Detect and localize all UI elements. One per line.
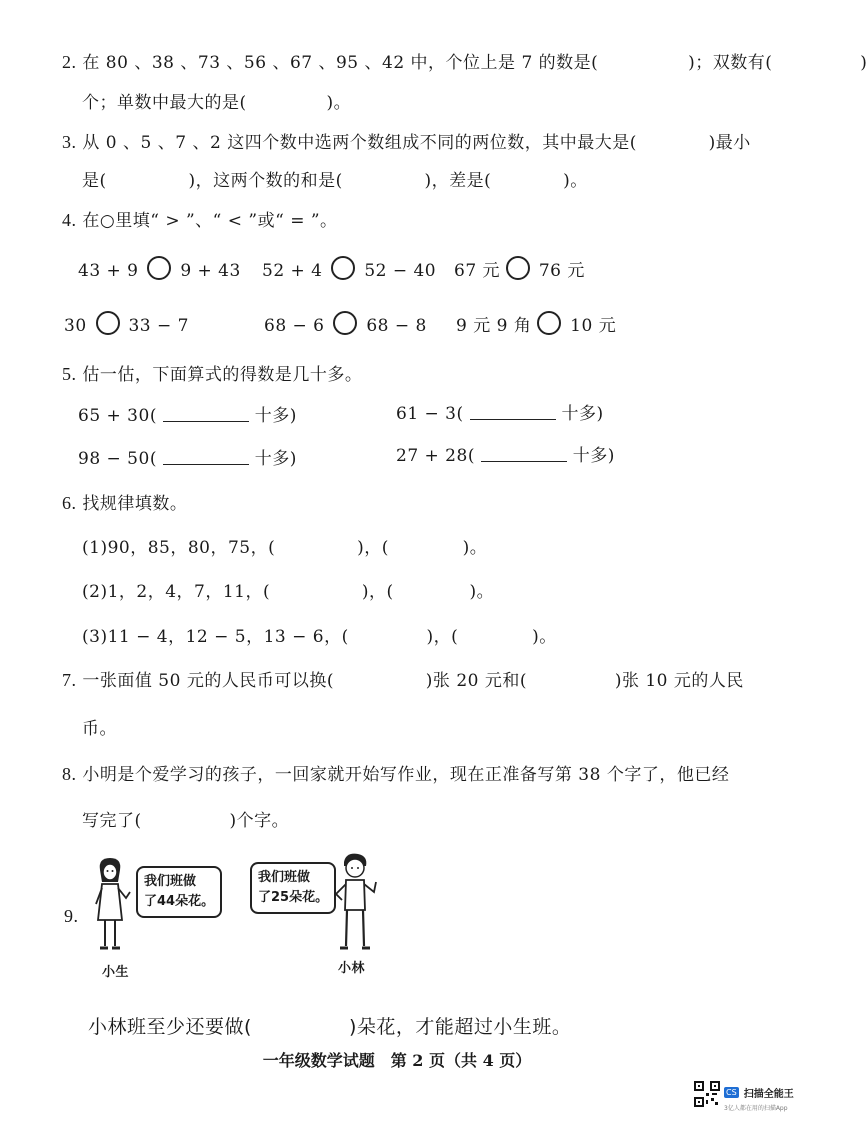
question-text: 找规律填数。 <box>82 494 188 514</box>
compare-right: 76 元 <box>538 261 585 281</box>
question-text: 写完了( <box>82 811 142 831</box>
pattern-item <box>82 533 487 558</box>
compare-row-1 <box>262 256 436 281</box>
question-number: 3. <box>62 132 77 152</box>
compare-circle[interactable] <box>96 311 120 335</box>
question-8-line-1 <box>62 760 729 785</box>
question-text: )。 <box>326 93 352 113</box>
compare-right: 10 元 <box>570 316 617 336</box>
question-4-title <box>62 206 338 231</box>
pattern-sequence: (2)1，2，4，7，11，( <box>82 582 271 602</box>
pattern-end: )。 <box>532 627 557 647</box>
question-2-line-2 <box>82 88 351 113</box>
estimate-item <box>396 399 604 424</box>
compare-circle[interactable] <box>147 256 171 280</box>
question-text: 在 80 、38 、73 、56 、67 、95 、42 中，个位上是 7 的数是( <box>82 53 599 73</box>
bubble-text: 我们班做 <box>144 874 197 889</box>
pattern-separator: )，( <box>361 582 394 602</box>
compare-left: 52 + 4 <box>262 261 323 281</box>
compare-right: 33 − 7 <box>128 316 189 336</box>
speech-bubble-xiaolin <box>250 862 336 914</box>
question-text: 是( <box>82 171 107 191</box>
estimate-item <box>78 444 297 469</box>
question-text: 币。 <box>82 719 117 739</box>
question-text: ) <box>860 53 867 73</box>
compare-row-2 <box>64 311 189 336</box>
question-2-line-1 <box>62 48 867 73</box>
bubble-text: 了44朵花。 <box>144 894 215 909</box>
question-number: 7. <box>62 670 77 690</box>
compare-circle[interactable] <box>506 256 530 280</box>
estimate-expression: 61 − 3( <box>396 404 464 424</box>
estimate-expression: 27 + 28( <box>396 446 475 466</box>
compare-left: 30 <box>64 316 87 336</box>
bubble-text: 我们班做 <box>258 870 311 885</box>
question-text: 从 0 、5 、7 、2 这四个数中选两个数组成不同的两位数，其中最大是( <box>82 133 637 153</box>
pattern-separator: )，( <box>426 627 459 647</box>
question-8-line-2 <box>82 806 289 831</box>
question-text: )张 20 元和( <box>425 671 528 691</box>
qr-code-icon <box>694 1081 720 1107</box>
compare-row-1 <box>454 256 585 281</box>
compare-left: 68 − 6 <box>264 316 325 336</box>
scanner-logo-icon: CS <box>726 1088 737 1097</box>
estimate-suffix: 十多) <box>254 406 297 426</box>
question-3-line-1 <box>62 128 751 153</box>
question-7-line-1 <box>62 666 744 691</box>
question-number: 8. <box>62 764 77 784</box>
scanner-brand-name: 扫描全能王 <box>743 1089 794 1100</box>
compare-circle[interactable] <box>537 311 561 335</box>
estimate-item <box>396 441 615 466</box>
compare-row-1 <box>78 256 241 281</box>
estimate-suffix: 十多) <box>254 449 297 469</box>
question-text: )；双数有( <box>688 53 773 73</box>
question-text: )，差是( <box>424 171 492 191</box>
question-text: 小明是个爱学习的孩子，一回家就开始写作业，现在正准备写第 38 个字了，他已经 <box>82 765 730 785</box>
compare-left: 9 元 9 角 <box>456 316 532 336</box>
compare-right: 52 − 40 <box>364 261 437 281</box>
pattern-sequence: (3)11 − 4，12 − 5，13 − 6，( <box>82 627 349 647</box>
compare-left: 67 元 <box>454 261 501 281</box>
estimate-expression: 98 − 50( <box>78 449 157 469</box>
question-text: )。 <box>563 171 588 191</box>
scanner-slogan: 3亿人都在用的扫描App <box>724 1105 788 1112</box>
bubble-text: 了25朵花。 <box>258 890 329 905</box>
question-number: 2. <box>62 52 77 72</box>
question-7-line-2 <box>82 714 117 739</box>
compare-row-2 <box>456 311 616 336</box>
question-text: 估一估，下面算式的得数是几十多。 <box>82 365 363 385</box>
answer-underline[interactable] <box>163 450 249 465</box>
pattern-end: )。 <box>462 538 488 558</box>
estimate-expression: 65 + 30( <box>78 406 157 426</box>
pattern-item <box>82 577 494 602</box>
question-number: 9. <box>64 906 79 926</box>
speech-bubble-xiaosheng <box>136 866 222 918</box>
pattern-item <box>82 622 557 647</box>
question-text: )张 10 元的人民 <box>614 671 744 691</box>
question-text: )最小 <box>708 133 751 153</box>
question-9-number <box>64 906 79 927</box>
question-text: )个字。 <box>229 811 290 831</box>
estimate-suffix: 十多) <box>572 446 615 466</box>
question-5-title <box>62 360 362 385</box>
compare-row-2 <box>264 311 427 336</box>
question-number: 6. <box>62 493 77 513</box>
question-9-text <box>88 1012 571 1039</box>
pattern-separator: )，( <box>357 538 389 558</box>
question-text: 一张面值 50 元的人民币可以换( <box>82 671 334 691</box>
question-6-title <box>62 489 187 514</box>
compare-right: 9 + 43 <box>180 261 241 281</box>
page-footer: 一年级数学试题 第 2 页（共 4 页） <box>262 1051 532 1070</box>
boy-figure-illustration <box>332 852 380 956</box>
estimate-suffix: 十多) <box>561 404 604 424</box>
question-3-line-2 <box>82 166 588 191</box>
answer-underline[interactable] <box>481 447 567 462</box>
compare-circle[interactable] <box>331 256 355 280</box>
question-text: 个；单数中最大的是( <box>82 93 247 113</box>
girl-figure-illustration <box>88 856 134 956</box>
compare-circle[interactable] <box>333 311 357 335</box>
question-number: 5. <box>62 364 77 384</box>
scanner-watermark <box>724 1082 794 1112</box>
question-text: )，这两个数的和是( <box>188 171 343 191</box>
pattern-sequence: (1)90，85，80，75，( <box>82 538 276 558</box>
answer-underline[interactable] <box>470 405 556 420</box>
estimate-item <box>78 401 297 426</box>
question-text: 在○里填“ > ”、“ < ”或“ = ”。 <box>82 211 338 231</box>
answer-underline[interactable] <box>163 407 249 422</box>
compare-left: 43 + 9 <box>78 261 139 281</box>
question-number: 4. <box>62 210 77 230</box>
compare-right: 68 − 8 <box>366 316 427 336</box>
name-label-xiaolin: 小林 <box>338 961 366 976</box>
pattern-end: )。 <box>469 582 495 602</box>
name-label-xiaosheng: 小生 <box>102 965 130 980</box>
question-text: )朵花，才能超过小生班。 <box>349 1016 572 1038</box>
question-text: 小林班至少还要做( <box>88 1016 252 1038</box>
